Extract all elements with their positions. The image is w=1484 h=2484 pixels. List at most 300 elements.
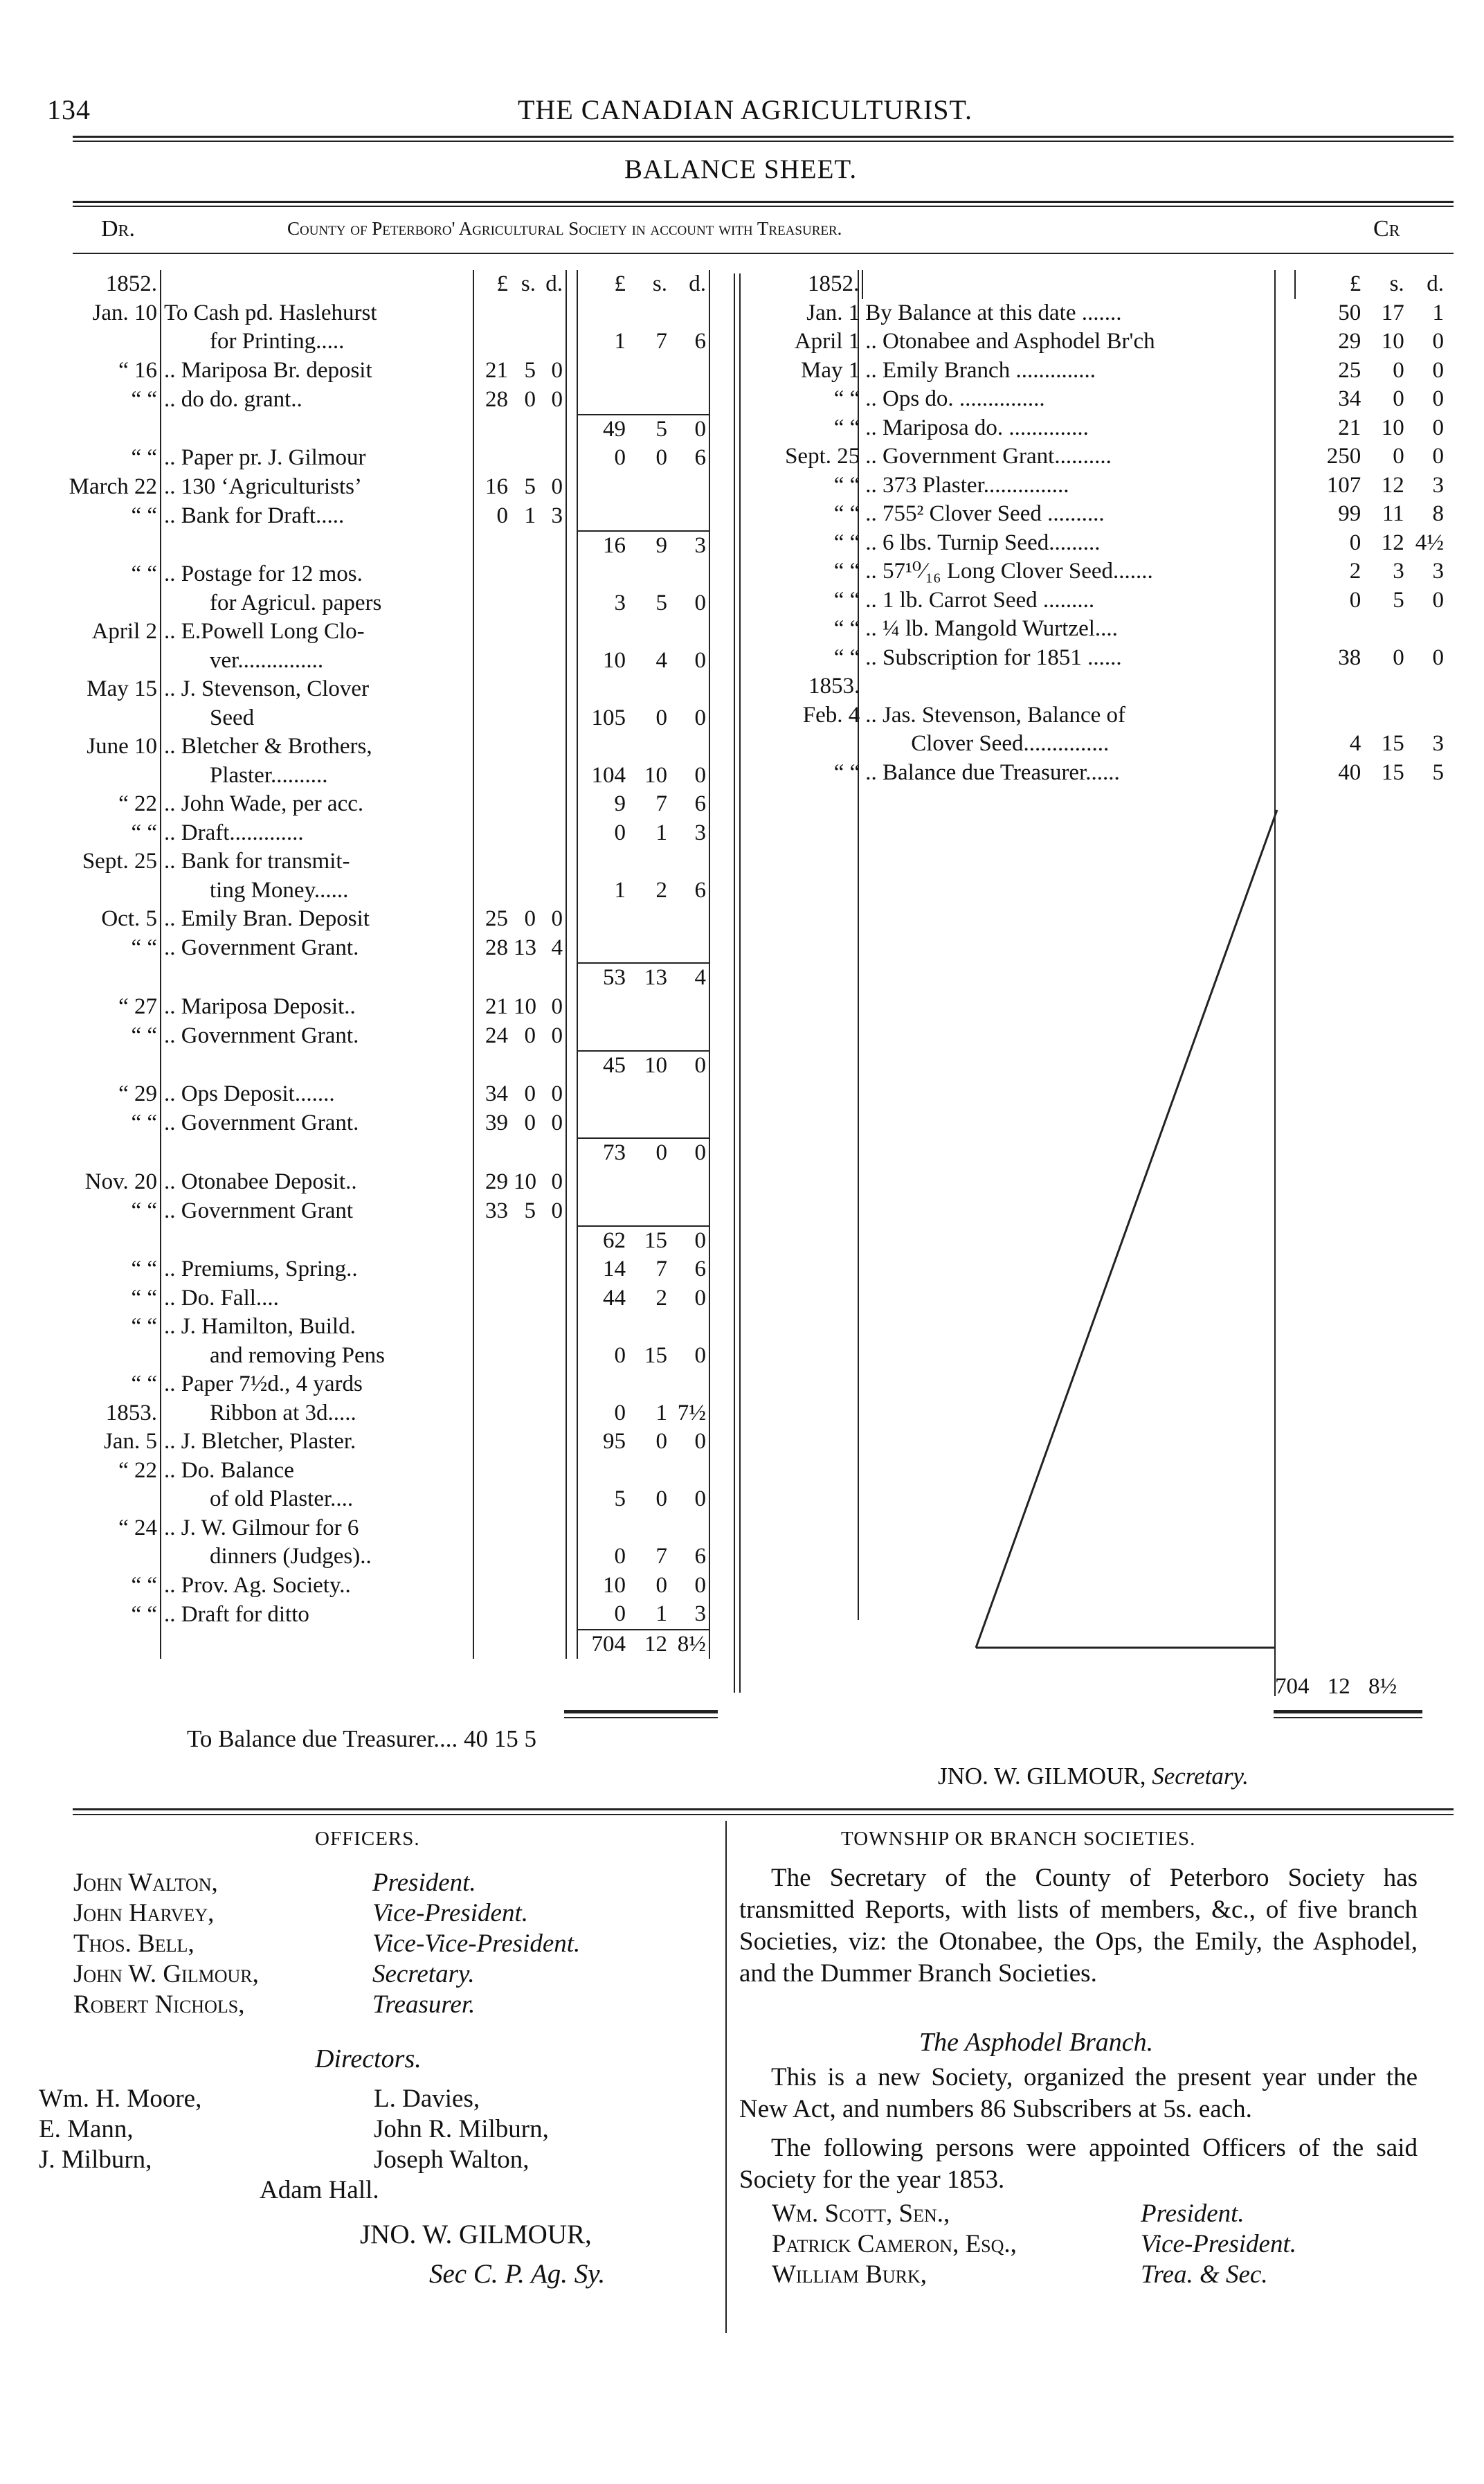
amount-pence: 0 (670, 1138, 709, 1168)
subtotal-shillings (511, 531, 539, 561)
debit-date: “ 16 (118, 357, 157, 383)
credit-pence: 3 (1432, 559, 1444, 584)
amount-pounds: 10 (577, 647, 628, 676)
subtotal-pence (539, 847, 566, 876)
amount-pounds: 105 (577, 704, 628, 733)
debit-row (38, 444, 744, 473)
column-divider (725, 1821, 727, 2333)
debit-row (38, 560, 744, 589)
credit-date: “ “ (833, 501, 860, 526)
debit-row (38, 327, 744, 357)
debit-description: .. Mariposa Br. deposit (161, 357, 473, 386)
director-name: J. Milburn, (39, 2145, 152, 2174)
amount-pounds: 0 (577, 819, 628, 848)
subtotal-pence (539, 1399, 566, 1428)
amount-pounds: 95 (577, 1428, 628, 1457)
subtotal-pence (539, 762, 566, 791)
debit-row (38, 847, 744, 876)
subtotal-pence: 0 (539, 1196, 566, 1226)
secretary-title: Secretary. (1152, 1763, 1249, 1790)
amount-shillings: 5 (655, 590, 667, 615)
officer-role: Secretary. (372, 1960, 475, 1988)
amount-shillings: 0 (628, 1138, 670, 1168)
debit-description: .. 130 ‘Agriculturists’ (161, 473, 473, 502)
amount-shillings: 1 (655, 1601, 667, 1626)
credit-pounds: 2 (1349, 559, 1361, 584)
amount-pounds (577, 1457, 628, 1486)
subtotal-pounds (473, 1255, 511, 1284)
subtotal-pence (539, 675, 566, 704)
credit-date: 1853. (808, 674, 860, 699)
debit-date: “ “ (131, 1371, 157, 1396)
credit-pence: 0 (1432, 386, 1444, 411)
subtotal-shillings (511, 1313, 539, 1342)
amount-pounds (577, 1313, 628, 1342)
spacer (566, 473, 577, 502)
subtotal-shillings: 5 (524, 357, 536, 383)
subtotal-pounds (473, 1051, 511, 1081)
subtotal-pence: 3 (539, 501, 566, 531)
subtotal-pounds (473, 1542, 511, 1572)
center-divider (734, 273, 735, 1693)
subtotal-shillings (511, 1342, 539, 1371)
currency-pound: £ (577, 270, 628, 299)
spacer (566, 1255, 577, 1284)
subtotal-pence (539, 560, 566, 589)
subtotal-pence: 0 (539, 1080, 566, 1109)
credit-pence: 0 (1432, 645, 1444, 670)
amount-pounds: 45 (577, 1051, 628, 1081)
amount-shillings (628, 1109, 670, 1139)
subtotal-pounds (473, 1370, 511, 1399)
subtotal-shillings (511, 1428, 539, 1457)
account-caption: County of Peterboro' Agricultural Society in account with Treasurer. (287, 218, 842, 239)
credit-pence: 3 (1432, 472, 1444, 498)
spacer (566, 647, 577, 676)
spacer (566, 560, 577, 589)
debit-row (38, 473, 744, 502)
subtotal-pounds (473, 704, 511, 733)
credit-description: .. ¼ lb. Mangold Wurtzel.... (865, 616, 1118, 641)
debit-date: “ 22 (118, 1457, 157, 1483)
amount-pounds: 0 (577, 1399, 628, 1428)
debit-date: “ 22 (118, 791, 157, 816)
amount-shillings (628, 675, 670, 704)
amount-pence: 3 (670, 819, 709, 848)
debit-row (38, 876, 744, 906)
debit-table (38, 270, 744, 1659)
spacer (566, 415, 577, 444)
section-rule (73, 1808, 1454, 1810)
debit-row (38, 1428, 744, 1457)
debit-row (38, 1399, 744, 1428)
subtotal-shillings (511, 1542, 539, 1572)
branch-officer-role: President. (1141, 2199, 1245, 2228)
officer-role: Treasurer. (372, 1990, 476, 2019)
subtotal-pence: 0 (539, 1109, 566, 1139)
debit-row (38, 299, 744, 328)
credit-shillings: 5 (1393, 587, 1404, 613)
amount-pence (670, 473, 709, 502)
subtotal-pounds (473, 531, 511, 561)
amount-shillings (628, 1080, 670, 1109)
amount-pounds: 16 (577, 531, 628, 561)
subtotal-pence: 4 (539, 934, 566, 964)
amount-pence (670, 1196, 709, 1226)
credit-filler-diagonal (976, 810, 1277, 1648)
credit-date: May 1 (801, 357, 860, 383)
amount-pounds: 10 (577, 1572, 628, 1601)
debit-row (38, 501, 744, 531)
amount-shillings: 7 (655, 329, 667, 354)
amount-pence (670, 618, 709, 647)
director-name: John R. Milburn, (374, 2115, 549, 2143)
debit-description: and removing Pens (161, 1342, 473, 1371)
subtotal-pounds (473, 618, 511, 647)
branch-officer-role: Vice-President. (1141, 2230, 1296, 2258)
debit-description: .. J. Stevenson, Clover (161, 675, 473, 704)
amount-shillings: 10 (628, 1051, 670, 1081)
credit-pence: 0 (1432, 357, 1444, 383)
debit-description (161, 1051, 473, 1081)
subtotal-pence (539, 647, 566, 676)
debit-total-pence: 8½ (670, 1630, 709, 1659)
subtotal-shillings: 10 (514, 1169, 536, 1194)
debit-date (38, 531, 161, 561)
spacer (566, 1168, 577, 1197)
credit-pounds: 40 (1338, 759, 1361, 785)
credit-description: .. Emily Branch .............. (865, 357, 1096, 383)
debit-row (38, 589, 744, 618)
credit-description: Clover Seed............... (911, 731, 1110, 756)
debit-description (161, 963, 473, 993)
amount-pounds (577, 1080, 628, 1109)
credit-pounds: 25 (1338, 357, 1361, 383)
amount-shillings: 4 (655, 647, 667, 673)
amount-shillings (628, 357, 670, 386)
credit-pounds: 99 (1338, 501, 1361, 526)
subtotal-pounds: 21 (473, 357, 511, 386)
amount-pence (670, 1370, 709, 1399)
amount-pounds (577, 732, 628, 762)
spacer (566, 531, 577, 561)
subtotal-pounds (473, 1138, 511, 1168)
amount-pounds (577, 1021, 628, 1051)
credit-pence: 5 (1432, 759, 1444, 785)
subtotal-shillings (511, 1284, 539, 1313)
amount-pounds (577, 847, 628, 876)
debit-row (38, 762, 744, 791)
amount-pence (670, 847, 709, 876)
subtotal-pounds (473, 1514, 511, 1543)
spacer (566, 963, 577, 993)
subtotal-shillings (511, 1051, 539, 1081)
amount-shillings (628, 299, 670, 328)
credit-pence: 1 (1432, 300, 1444, 325)
debit-row (38, 905, 744, 934)
debit-row (38, 1542, 744, 1572)
credit-description: By Balance at this date ....... (865, 300, 1122, 325)
amount-pence: 0 (670, 1284, 709, 1313)
debit-row (38, 1342, 744, 1371)
spacer (566, 1342, 577, 1371)
subtotal-shillings (511, 1600, 539, 1630)
amount-shillings: 15 (644, 1342, 667, 1368)
secretary-signature (938, 1763, 1249, 1790)
spacer (566, 618, 577, 647)
amount-pounds: 9 (577, 790, 628, 819)
amount-shillings: 2 (655, 877, 667, 903)
sheet-title: BALANCE SHEET. (624, 154, 858, 184)
debit-row (38, 934, 744, 964)
subtotal-shillings (511, 1399, 539, 1428)
credit-pounds: 250 (1326, 444, 1361, 469)
amount-shillings: 7 (655, 1544, 667, 1569)
debit-description: .. do do. grant.. (161, 385, 473, 415)
credit-shillings: 0 (1393, 645, 1404, 670)
amount-pence: 0 (670, 1342, 709, 1371)
debit-row (38, 1080, 744, 1109)
debit-header-row (38, 270, 744, 299)
debit-description (161, 531, 473, 561)
subtotal-pounds (473, 299, 511, 328)
subtotal-pence (539, 1572, 566, 1601)
subtotal-shillings: 13 (514, 935, 536, 960)
debit-date: March 22 (69, 474, 157, 499)
directors-heading: Directors. (315, 2044, 422, 2073)
debit-description: .. Paper pr. J. Gilmour (161, 444, 473, 473)
subtotal-shillings: 5 (524, 474, 536, 499)
debit-date: “ “ (131, 1285, 157, 1311)
amount-pounds: 5 (577, 1485, 628, 1514)
credit-description: .. Subscription for 1851 ...... (865, 645, 1122, 670)
amount-pence (670, 993, 709, 1022)
spacer (566, 934, 577, 964)
debit-description: .. Government Grant (161, 1196, 473, 1226)
credit-shillings: 3 (1393, 559, 1404, 584)
credit-description: .. Ops do. ............... (865, 386, 1045, 411)
spacer (566, 1485, 577, 1514)
debit-total-shillings: 12 (628, 1630, 670, 1659)
debit-row (38, 357, 744, 386)
amount-pence: 0 (670, 1226, 709, 1256)
spacer (566, 1399, 577, 1428)
amount-shillings (628, 1021, 670, 1051)
debit-row (38, 618, 744, 647)
amount-shillings (628, 1457, 670, 1486)
debit-row (38, 704, 744, 733)
amount-pounds: 1 (577, 876, 628, 906)
credit-shillings: 12 (1381, 530, 1404, 555)
spacer (566, 847, 577, 876)
society-signature-title: Sec C. P. Ag. Sy. (429, 2259, 606, 2289)
subtotal-pounds (473, 1572, 511, 1601)
amount-pounds: 0 (577, 1342, 628, 1371)
debit-date: “ “ (131, 386, 157, 412)
credit-pounds: 50 (1338, 300, 1361, 325)
debit-description: .. Do. Balance (161, 1457, 473, 1486)
credit-pence: 3 (1432, 731, 1444, 756)
subtotal-pounds (473, 1600, 511, 1630)
subtotal-shillings (511, 1226, 539, 1256)
subtotal-pence (539, 327, 566, 357)
spacer (566, 905, 577, 934)
subtotal-pounds (473, 1399, 511, 1428)
debit-date: “ “ (131, 1601, 157, 1627)
debit-row (38, 1138, 744, 1168)
director-name: Wm. H. Moore, (39, 2085, 202, 2113)
subtotal-pence (539, 790, 566, 819)
subtotal-pounds (473, 415, 511, 444)
amount-pence: 4 (670, 963, 709, 993)
subtotal-pence (539, 618, 566, 647)
debit-date (38, 1226, 161, 1256)
subtotal-shillings: 0 (524, 1110, 536, 1135)
credit-shillings: 12 (1381, 472, 1404, 498)
subtotal-pounds (473, 444, 511, 473)
credit-date: “ “ (833, 530, 860, 555)
amount-shillings: 10 (644, 762, 667, 788)
currency-shilling: s. (652, 271, 667, 296)
amount-shillings: 7 (655, 1257, 667, 1281)
subtotal-shillings (511, 415, 539, 444)
director-name: E. Mann, (39, 2115, 134, 2143)
amount-pounds (577, 675, 628, 704)
debit-date (38, 1542, 161, 1572)
spacer (566, 675, 577, 704)
amount-pence (670, 1313, 709, 1342)
debit-total-pounds: 704 (577, 1630, 628, 1659)
spacer (566, 1138, 577, 1168)
subtotal-shillings (511, 963, 539, 993)
spacer (566, 299, 577, 328)
amount-pounds (577, 357, 628, 386)
debit-date: “ “ (131, 1314, 157, 1339)
subtotal-shillings (511, 1457, 539, 1486)
amount-shillings (628, 1168, 670, 1197)
amount-pence (670, 905, 709, 934)
amount-pence: 0 (670, 762, 709, 791)
amount-pence: 6 (670, 1542, 709, 1572)
spacer (566, 1572, 577, 1601)
amount-shillings: 1 (655, 1400, 667, 1425)
subtotal-pence: 0 (539, 473, 566, 502)
debit-date: “ “ (131, 1110, 157, 1135)
debit-total-double-rule (564, 1710, 718, 1713)
amount-pence (670, 299, 709, 328)
credit-pounds: 38 (1338, 645, 1361, 670)
spacer (566, 1196, 577, 1226)
credit-filler-line (754, 270, 1447, 1724)
amount-pounds: 0 (577, 1600, 628, 1630)
amount-pounds: 1 (577, 327, 628, 357)
spacer (566, 819, 577, 848)
subtotal-shillings (511, 762, 539, 791)
debit-description: dinners (Judges).. (161, 1542, 473, 1572)
currency-shilling: s. (1389, 271, 1404, 296)
debit-row (38, 531, 744, 561)
credit-shillings: 10 (1381, 415, 1404, 440)
amount-shillings (628, 905, 670, 934)
subtotal-pence (539, 1313, 566, 1342)
credit-pence: 0 (1432, 587, 1444, 613)
subtotal-pence (539, 1284, 566, 1313)
debit-date: “ “ (131, 1023, 157, 1048)
amount-pence: 3 (670, 1600, 709, 1630)
spacer (566, 790, 577, 819)
credit-date: Jan. 1 (806, 300, 860, 325)
amount-shillings: 2 (655, 1285, 667, 1311)
debit-date: April 2 (91, 619, 157, 644)
spacer (566, 762, 577, 791)
branch-officer-name: Wm. Scott, Sen., (772, 2199, 950, 2228)
subtotal-shillings (511, 299, 539, 328)
debit-date (38, 876, 161, 906)
credit-date: “ “ (833, 616, 860, 641)
director-name: Adam Hall. (260, 2176, 379, 2204)
debit-description (161, 1226, 473, 1256)
debit-row (38, 1051, 744, 1081)
amount-pence: 6 (670, 444, 709, 473)
amount-shillings: 0 (655, 1429, 667, 1454)
subtotal-pence (539, 415, 566, 444)
debit-date: “ “ (131, 445, 157, 470)
subtotal-shillings (511, 560, 539, 589)
subtotal-pounds: 24 (473, 1021, 511, 1051)
debit-date (38, 1485, 161, 1514)
debit-description: .. Government Grant. (161, 1021, 473, 1051)
amount-pounds (577, 1196, 628, 1226)
amount-pence: 0 (670, 1485, 709, 1514)
debit-date (38, 1051, 161, 1081)
subtotal-shillings (511, 618, 539, 647)
subtotal-pounds (473, 1284, 511, 1313)
spacer (566, 1313, 577, 1342)
amount-shillings: 7 (655, 791, 667, 816)
spacer (566, 1457, 577, 1486)
spacer (566, 704, 577, 733)
amount-pounds (577, 1514, 628, 1543)
debit-description: ver............... (161, 647, 473, 676)
subtotal-shillings (511, 1514, 539, 1543)
amount-pounds (577, 299, 628, 328)
credit-description: .. 57¹⁰⁄₁₆ Long Clover Seed....... (865, 559, 1153, 584)
amount-shillings (628, 934, 670, 964)
debit-row (38, 790, 744, 819)
credit-pounds: 29 (1338, 329, 1361, 354)
debit-date: Oct. 5 (101, 906, 157, 931)
amount-shillings: 0 (655, 1486, 667, 1511)
amount-pounds: 73 (577, 1138, 628, 1168)
amount-shillings (628, 560, 670, 589)
amount-pence: 0 (670, 1051, 709, 1081)
debit-row (38, 993, 744, 1022)
amount-shillings (628, 618, 670, 647)
amount-pence (670, 357, 709, 386)
debit-description: .. J. Hamilton, Build. (161, 1313, 473, 1342)
debit-row (38, 1313, 744, 1342)
debit-description: .. Bletcher & Brothers, (161, 732, 473, 762)
debit-year: 1852. (105, 271, 157, 296)
debit-description: .. Premiums, Spring.. (161, 1255, 473, 1284)
debit-description: .. John Wade, per acc. (161, 790, 473, 819)
credit-shillings: 0 (1393, 444, 1404, 469)
subtotal-shillings: 10 (514, 993, 536, 1019)
amount-pounds: 0 (577, 444, 628, 473)
amount-pounds: 0 (577, 1542, 628, 1572)
amount-shillings (628, 1514, 670, 1543)
credit-pounds: 107 (1326, 472, 1361, 498)
